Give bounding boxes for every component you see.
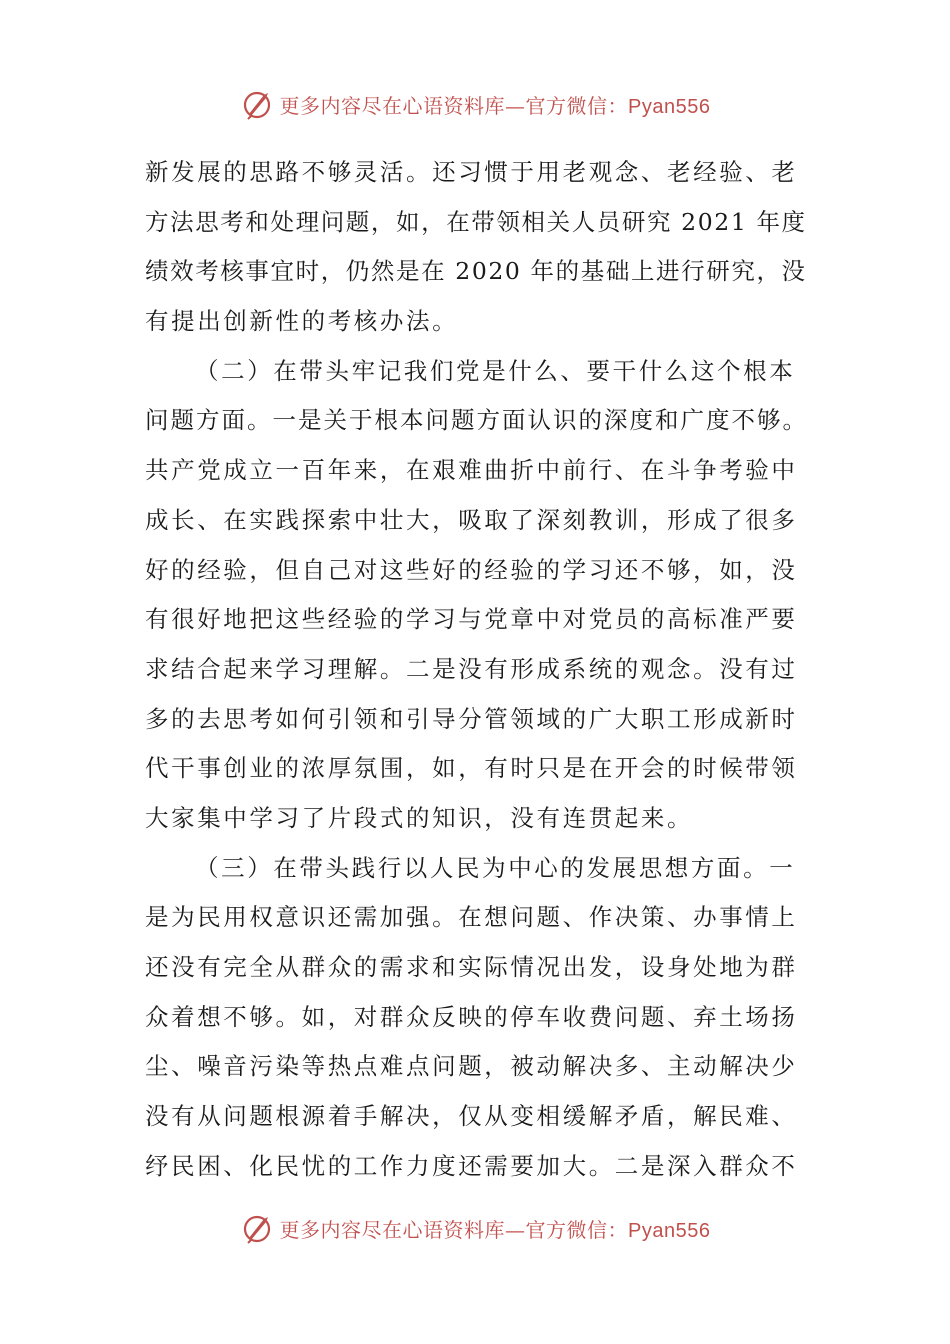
section-heading-line: （三）在带头践行以人民为中心的发展思想方面。一 (195, 853, 796, 882)
text-line: 是为民用权意识还需加强。在想问题、作决策、办事情上 (145, 903, 798, 932)
text-line: 绩效考核事宜时，仍然是在 2020 年的基础上进行研究，没 (145, 257, 807, 286)
watermark-wechat-id: Pyan556 (628, 95, 711, 118)
text-line: 新发展的思路不够灵活。还习惯于用老观念、老经验、老 (145, 158, 798, 186)
document-body (145, 148, 810, 1191)
text-line: 没有从问题根源着手解决，仅从变相缓解矛盾，解民难、 (145, 1102, 798, 1131)
text-line: 有提出创新性的考核办法。 (145, 307, 459, 336)
text-line: 多的去思考如何引领和引导分管领域的广大职工形成新时 (145, 704, 798, 733)
footer-watermark (0, 1206, 950, 1250)
text-line: 代干事创业的浓厚氛围，如，有时只是在开会的时候带领 (145, 754, 798, 783)
watermark-official: 官方微信： (525, 93, 629, 118)
text-line: 纾民困、化民忧的工作力度还需要加大。二是深入群众不 (145, 1151, 798, 1180)
watermark-dash: — (505, 1217, 526, 1242)
watermark-brand: 更多内容尽在心语资料库 (279, 93, 506, 118)
text-line: 求结合起来学习理解。二是没有形成系统的观念。没有过 (145, 654, 798, 683)
text-line: 还没有完全从群众的需求和实际情况出发，设身处地为群 (145, 953, 798, 981)
text-line: 问题方面。一是关于根本问题方面认识的深度和广度不够。 (145, 406, 808, 435)
text-line: 成长、在实践探索中壮大，吸取了深刻教训，形成了很多 (145, 505, 798, 534)
text-line: 尘、噪音污染等热点难点问题，被动解决多、主动解决少 (145, 1052, 798, 1081)
watermark-text (280, 1214, 711, 1243)
watermark-text (280, 90, 711, 119)
quill-pen-logo-icon (240, 87, 274, 121)
text-line: 好的经验，但自己对这些好的经验的学习还不够，如，没 (145, 555, 798, 584)
watermark-brand: 更多内容尽在心语资料库 (279, 1217, 506, 1242)
section-heading-line: （二）在带头牢记我们党是什么、要干什么这个根本 (195, 356, 796, 385)
header-watermark (0, 82, 950, 126)
quill-pen-logo-icon (240, 1211, 274, 1245)
text-line: 众着想不够。如，对群众反映的停车收费问题、弃土场扬 (145, 1002, 798, 1031)
text-line: 共产党成立一百年来，在艰难曲折中前行、在斗争考验中 (145, 456, 798, 485)
text-line: 大家集中学习了片段式的知识，没有连贯起来。 (145, 803, 694, 832)
watermark-wechat-id: Pyan556 (628, 1219, 711, 1242)
watermark-official: 官方微信： (525, 1217, 629, 1242)
text-line: 方法思考和处理问题，如，在带领相关人员研究 2021 年度 (145, 207, 807, 236)
text-line: 有很好地把这些经验的学习与党章中对党员的高标准严要 (145, 605, 798, 634)
watermark-dash: — (505, 93, 526, 118)
